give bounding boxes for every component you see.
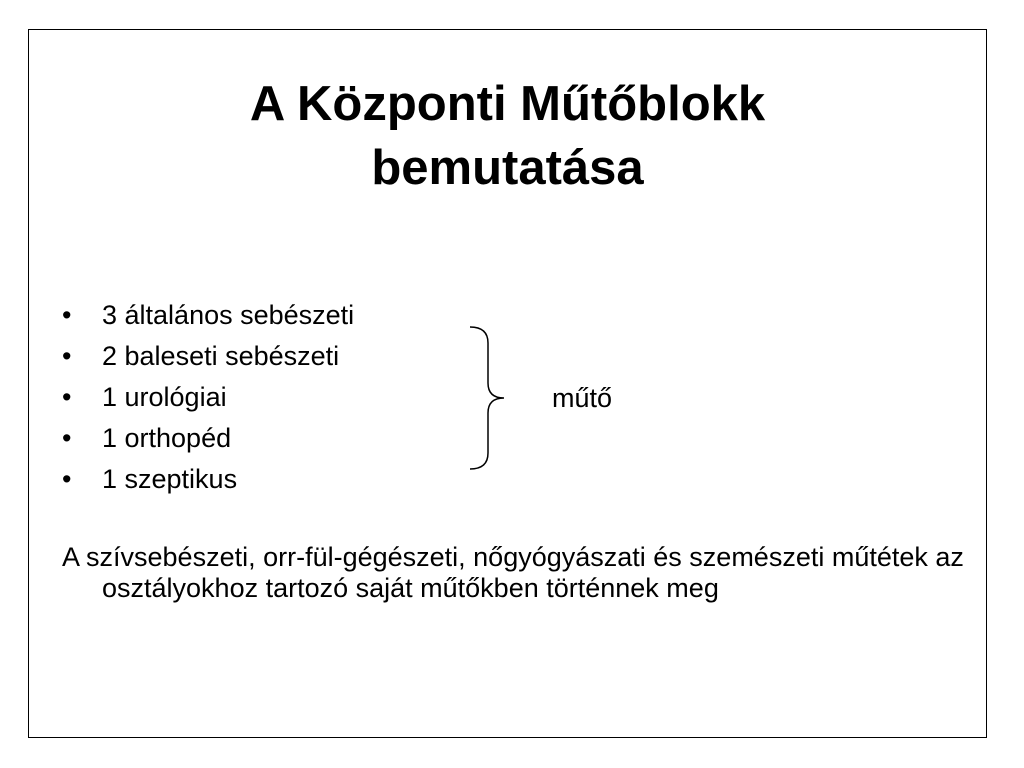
list-item: [62, 459, 354, 500]
bullet-icon: •: [62, 423, 72, 453]
list-item-label: 3 általános sebészeti: [102, 300, 355, 330]
brace-label: műtő: [552, 383, 613, 413]
operating-room-list: [62, 295, 354, 500]
list-item: [62, 295, 354, 336]
list-item: [62, 377, 354, 418]
list-item-label: 1 szeptikus: [102, 464, 238, 494]
list-item: [62, 336, 354, 377]
bullet-icon: •: [62, 341, 72, 371]
slide-title-line-1: A Központi Műtőblokk: [249, 77, 766, 131]
list-item: [62, 418, 354, 459]
slide-title-line-2: bemutatása: [371, 141, 644, 195]
slide-title: [28, 72, 987, 200]
bullet-icon: •: [62, 382, 72, 412]
list-item-label: 1 urológiai: [102, 382, 227, 412]
list-item-label: 1 orthopéd: [102, 423, 232, 453]
bullet-icon: •: [62, 300, 72, 330]
list-item-label: 2 baleseti sebészeti: [102, 341, 340, 371]
right-curly-brace-icon: [468, 325, 508, 471]
bullet-icon: •: [62, 464, 72, 494]
description-paragraph: A szívsebészeti, orr-fül-gégészeti, nőgyógyászati és szemészeti műtétek az osztályokhoz tartozó saját műtőkben történnek meg: [62, 542, 964, 603]
